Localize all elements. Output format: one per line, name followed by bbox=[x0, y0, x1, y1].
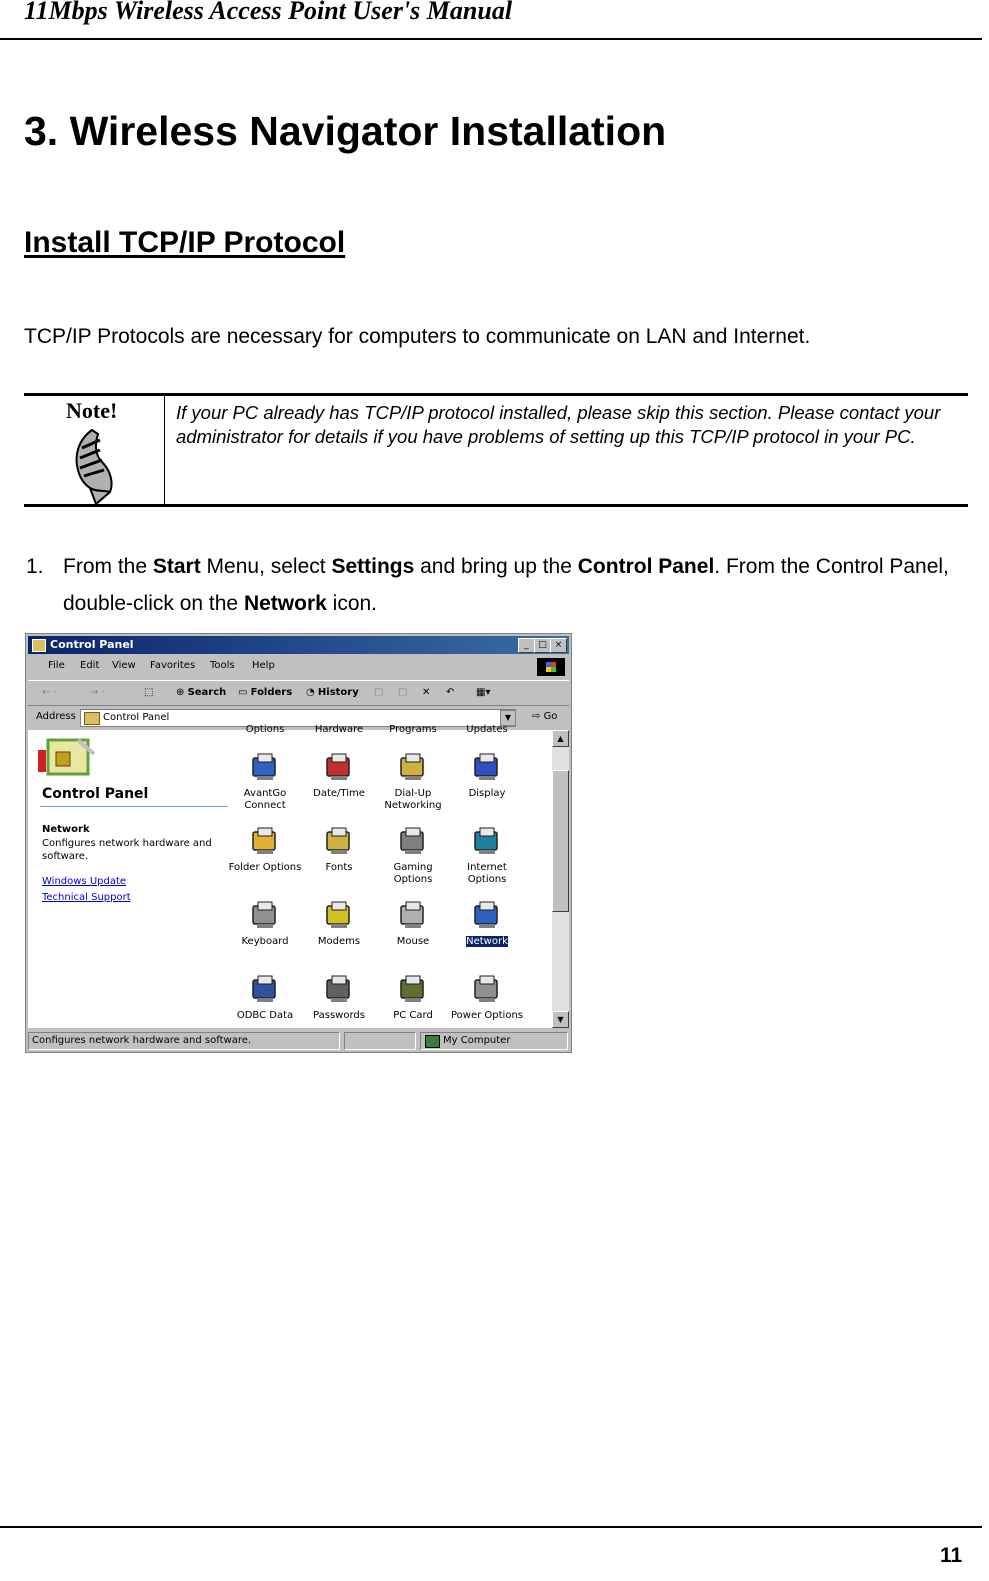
display-icon bbox=[470, 750, 504, 784]
windows-update-link[interactable]: Windows Update bbox=[42, 876, 127, 887]
partial-label: Options bbox=[245, 724, 285, 735]
folder-options-icon bbox=[248, 824, 282, 858]
fonts-icon bbox=[322, 824, 356, 858]
cp-heading: Control Panel bbox=[42, 786, 149, 802]
control-panel-item[interactable] bbox=[450, 898, 524, 948]
menu-bar bbox=[28, 656, 569, 676]
step-bold-control-panel: Control Panel bbox=[577, 555, 715, 578]
keyboard-icon bbox=[248, 898, 282, 932]
scroll-thumb[interactable] bbox=[552, 770, 569, 912]
control-panel-item[interactable] bbox=[302, 824, 376, 874]
control-panel-item[interactable] bbox=[228, 824, 302, 874]
network-icon bbox=[470, 898, 504, 932]
pc-card-icon bbox=[396, 972, 430, 1006]
power-options-icon bbox=[470, 972, 504, 1006]
my-computer-icon bbox=[425, 1035, 440, 1048]
control-panel-small-icon bbox=[84, 712, 100, 725]
step-body bbox=[63, 548, 963, 622]
menu-help[interactable]: Help bbox=[252, 660, 275, 671]
content-area bbox=[28, 724, 552, 1028]
control-panel-item-label: PC Card bbox=[393, 1010, 433, 1021]
delete-icon[interactable]: ✕ bbox=[422, 687, 431, 698]
chapter-title: 3. Wireless Navigator Installation bbox=[24, 108, 667, 154]
step-text: . From the Control Panel, double-click on the bbox=[63, 555, 949, 615]
address-label: Address bbox=[36, 711, 76, 722]
menu-edit[interactable]: Edit bbox=[80, 660, 100, 671]
page-number: 11 bbox=[940, 1544, 963, 1567]
cp-divider bbox=[40, 806, 228, 807]
forward-button[interactable]: → · bbox=[90, 687, 105, 698]
status-empty bbox=[344, 1032, 416, 1050]
menu-tools[interactable]: Tools bbox=[210, 660, 235, 671]
clock-icon bbox=[322, 750, 356, 784]
vertical-scrollbar[interactable] bbox=[552, 730, 569, 1028]
menu-view[interactable]: View bbox=[112, 660, 136, 671]
scroll-up-button[interactable]: ▲ bbox=[552, 730, 569, 747]
step-text: From the bbox=[63, 555, 153, 578]
partial-label: Hardware bbox=[314, 724, 364, 735]
control-panel-logo-icon bbox=[38, 738, 94, 778]
control-panel-item-label: Display bbox=[468, 788, 506, 799]
step-number: 1. bbox=[26, 555, 44, 578]
control-panel-item[interactable] bbox=[302, 750, 376, 800]
control-panel-item-label: Modems bbox=[317, 936, 361, 947]
step-bold-start: Start bbox=[152, 555, 201, 578]
control-panel-item-label: Network bbox=[466, 936, 508, 947]
maximize-button[interactable]: □ bbox=[534, 638, 551, 653]
folder-icon bbox=[32, 639, 46, 652]
history-button[interactable]: ◔ History bbox=[306, 687, 359, 698]
intro-paragraph: TCP/IP Protocols are necessary for computers to communicate on LAN and Internet. bbox=[24, 325, 811, 348]
footer-rule bbox=[0, 1526, 982, 1528]
left-info-pane bbox=[28, 730, 228, 1028]
control-panel-item[interactable] bbox=[376, 824, 450, 886]
technical-support-link[interactable]: Technical Support bbox=[42, 892, 131, 903]
note-label: Note! bbox=[66, 398, 118, 423]
views-icon[interactable]: ▦▾ bbox=[476, 687, 491, 698]
control-panel-item[interactable] bbox=[450, 972, 524, 1022]
control-panel-item[interactable] bbox=[228, 898, 302, 948]
step-text: icon. bbox=[326, 592, 378, 615]
toolbar bbox=[28, 680, 569, 706]
control-panel-item-label: Mouse bbox=[396, 936, 430, 947]
keys-icon bbox=[322, 972, 356, 1006]
go-button[interactable]: ⇨ Go bbox=[532, 711, 558, 722]
control-panel-item-label: Date/Time bbox=[313, 788, 365, 799]
control-panel-item[interactable] bbox=[450, 824, 524, 886]
up-folder-icon[interactable]: ⬚ bbox=[144, 687, 154, 698]
step-bold-network: Network bbox=[243, 592, 327, 615]
control-panel-item-label: AvantGo Connect bbox=[243, 788, 287, 811]
odbc-icon bbox=[248, 972, 282, 1006]
address-dropdown-button[interactable]: ▼ bbox=[500, 710, 516, 726]
note-left-cell bbox=[24, 396, 165, 504]
selected-item-description: Configures network hardware and software. bbox=[42, 838, 212, 862]
note-box bbox=[24, 393, 968, 507]
status-zone: My Computer bbox=[420, 1032, 568, 1050]
control-panel-item[interactable] bbox=[376, 898, 450, 948]
control-panel-item-label: Internet Options bbox=[467, 862, 507, 885]
window-title: Control Panel bbox=[50, 638, 134, 651]
folders-button[interactable]: ▭ Folders bbox=[238, 687, 293, 698]
status-bar bbox=[28, 1032, 569, 1050]
search-button[interactable]: ⊕ Search bbox=[176, 687, 227, 698]
dialup-networking-icon bbox=[396, 750, 430, 784]
window-titlebar bbox=[28, 636, 569, 654]
close-button[interactable]: × bbox=[550, 638, 567, 653]
control-panel-item-label: ODBC Data bbox=[236, 1010, 294, 1021]
copy-to-icon[interactable]: ▢ bbox=[398, 687, 408, 698]
partial-label: Updates bbox=[466, 724, 508, 735]
joystick-icon bbox=[396, 824, 430, 858]
control-panel-item-label: Folder Options bbox=[228, 862, 302, 873]
control-panel-item-label: Passwords bbox=[313, 1010, 365, 1021]
pointing-hand-icon bbox=[70, 426, 118, 506]
menu-file[interactable]: File bbox=[48, 660, 65, 671]
undo-icon[interactable]: ↶ bbox=[446, 687, 455, 698]
control-panel-item-label: Dial-Up Networking bbox=[384, 788, 442, 811]
step-text: and bring up the bbox=[414, 555, 578, 578]
address-input[interactable]: Control Panel bbox=[80, 709, 516, 727]
scroll-down-button[interactable]: ▼ bbox=[552, 1011, 569, 1028]
header-rule bbox=[0, 38, 982, 40]
mouse-icon bbox=[396, 898, 430, 932]
control-panel-item-label: Fonts bbox=[325, 862, 353, 873]
control-panel-item[interactable] bbox=[302, 972, 376, 1022]
step-text: Menu, select bbox=[200, 555, 332, 578]
modem-icon bbox=[322, 898, 356, 932]
step-bold-settings: Settings bbox=[331, 555, 415, 578]
control-panel-item[interactable] bbox=[228, 750, 302, 812]
running-header: 11Mbps Wireless Access Point User's Manual bbox=[24, 0, 513, 25]
control-panel-item-label: Power Options bbox=[451, 1010, 523, 1021]
control-panel-item[interactable] bbox=[302, 898, 376, 948]
control-panel-item[interactable] bbox=[228, 972, 302, 1022]
avantgo-icon bbox=[248, 750, 282, 784]
partial-label: Programs bbox=[389, 724, 437, 735]
minimize-button[interactable]: _ bbox=[518, 638, 535, 653]
back-button[interactable]: ← · bbox=[42, 687, 57, 698]
control-panel-item-label: Gaming Options bbox=[393, 862, 433, 885]
section-title: Install TCP/IP Protocol bbox=[24, 226, 346, 259]
control-panel-item[interactable] bbox=[376, 750, 450, 812]
menu-favorites[interactable]: Favorites bbox=[150, 660, 196, 671]
selected-item-name: Network bbox=[42, 824, 90, 835]
control-panel-item[interactable] bbox=[376, 972, 450, 1022]
move-to-icon[interactable]: ▢ bbox=[374, 687, 384, 698]
control-panel-item[interactable] bbox=[450, 750, 524, 800]
status-message: Configures network hardware and software. bbox=[28, 1032, 340, 1050]
windows-logo-icon bbox=[537, 658, 565, 676]
note-text: If your PC already has TCP/IP protocol installed, please skip this section. Please contact your administrator for details if you have problems of setting up this TCP/IP protocol in your PC. bbox=[176, 402, 941, 447]
globe-icon bbox=[470, 824, 504, 858]
control-panel-item-label: Keyboard bbox=[241, 936, 289, 947]
control-panel-screenshot bbox=[25, 633, 572, 1053]
